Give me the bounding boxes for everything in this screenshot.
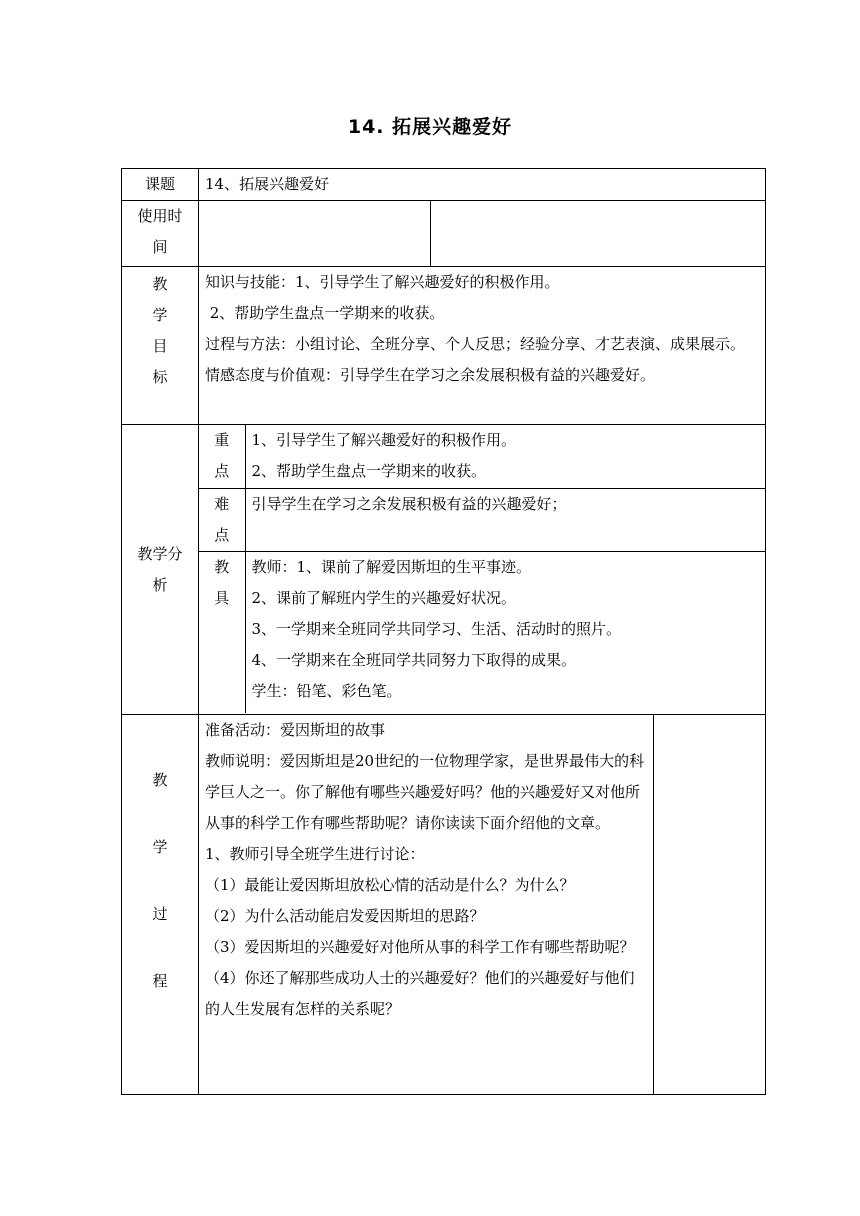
objectives-content <box>199 267 766 425</box>
materials-line: 学生：铅笔、彩色笔。 <box>251 681 402 700</box>
time-label-line2: 间 <box>152 238 168 256</box>
time-row <box>122 201 766 267</box>
analysis-label-line2: 析 <box>152 575 168 594</box>
objectives-label <box>122 267 199 425</box>
time-value-right <box>431 201 766 267</box>
materials-label-char: 具 <box>214 588 230 607</box>
analysis-label <box>122 425 199 715</box>
time-value-left <box>199 201 431 267</box>
process-label-char: 过 <box>152 905 168 923</box>
key-points-label-char: 点 <box>214 462 230 480</box>
difficulties-line: 引导学生在学习之余发展积极有益的兴趣爱好； <box>251 494 567 513</box>
key-points-label <box>199 425 245 488</box>
objectives-label-char: 标 <box>152 368 168 386</box>
materials-line: 教师：1、课前了解爱因斯坦的生平事迹。 <box>251 557 532 576</box>
process-paragraph: （3）爱因斯坦的兴趣爱好对他所从事的科学工作有哪些帮助呢？ <box>205 938 635 956</box>
key-points-row <box>199 425 765 488</box>
materials-line: 4、一学期来在全班同学共同努力下取得的成果。 <box>251 650 577 669</box>
process-label <box>122 715 199 1095</box>
objectives-row <box>122 267 766 425</box>
process-label-char: 程 <box>152 972 168 990</box>
objectives-label-char: 学 <box>152 306 168 324</box>
process-paragraph: 准备活动：爱因斯坦的故事 <box>205 721 386 739</box>
topic-value: 14、拓展兴趣爱好 <box>199 169 766 201</box>
materials-line: 2、课前了解班内学生的兴趣爱好状况。 <box>251 588 517 607</box>
topic-label: 课题 <box>122 169 199 201</box>
objectives-label-char: 教 <box>152 275 168 293</box>
process-paragraph: （4）你还了解那些成功人士的兴趣爱好？他们的兴趣爱好与他们的人生发展有怎样的关系呢？ <box>205 969 635 1018</box>
analysis-inner-table <box>199 425 765 713</box>
difficulties-label <box>199 488 245 551</box>
process-label-char: 教 <box>152 771 168 789</box>
key-points-label-char: 重 <box>214 431 230 449</box>
key-points-line: 1、引导学生了解兴趣爱好的积极作用。 <box>251 431 517 449</box>
objectives-label-char: 目 <box>152 337 168 355</box>
time-label <box>122 201 199 267</box>
topic-row <box>122 169 766 201</box>
key-points-line: 2、帮助学生盘点一学期来的收获。 <box>251 462 487 480</box>
process-notes <box>654 715 766 1095</box>
process-paragraph: 1、教师引导全班学生进行讨论： <box>205 845 425 863</box>
materials-content <box>245 551 765 713</box>
objectives-line: 过程与方法：小组讨论、全班分享、个人反思；经验分享、才艺表演、成果展示。 <box>205 335 746 353</box>
analysis-row <box>122 425 766 715</box>
materials-label-char: 教 <box>214 557 230 576</box>
process-paragraph: 教师说明：爱因斯坦是20世纪的一位物理学家，是世界最伟大的科学巨人之一。你了解他有哪些兴趣爱好吗？他的兴趣爱好又对他所从事的科学工作有哪些帮助呢？请你读读下面介绍他的文章。 <box>205 752 645 832</box>
process-label-char: 学 <box>152 838 168 856</box>
analysis-label-line1: 教学分 <box>137 544 183 563</box>
key-points-content <box>245 425 765 488</box>
materials-line: 3、一学期来全班同学共同学习、生活、活动时的照片。 <box>251 619 622 638</box>
materials-label <box>199 551 245 713</box>
difficulties-content <box>245 488 765 551</box>
objectives-line: 2、帮助学生盘点一学期来的收获。 <box>205 304 445 322</box>
difficulties-row <box>199 488 765 551</box>
difficulties-label-char: 难 <box>214 494 230 513</box>
objectives-line: 知识与技能：1、引导学生了解兴趣爱好的积极作用。 <box>205 273 560 291</box>
process-content <box>199 715 654 1095</box>
time-label-line1: 使用时 <box>137 207 183 225</box>
analysis-content <box>199 425 766 715</box>
objectives-line: 情感态度与价值观：引导学生在学习之余发展积极有益的兴趣爱好。 <box>205 366 656 384</box>
difficulties-label-char: 点 <box>214 525 230 544</box>
document-title: 14. 拓展兴趣爱好 <box>347 116 513 138</box>
process-paragraph: （1）最能让爱因斯坦放松心情的活动是什么？为什么？ <box>205 876 575 894</box>
process-row <box>122 715 766 1095</box>
lesson-plan-table <box>121 168 766 1095</box>
process-paragraph: （2）为什么活动能启发爱因斯坦的思路？ <box>205 907 485 925</box>
materials-row <box>199 551 765 713</box>
